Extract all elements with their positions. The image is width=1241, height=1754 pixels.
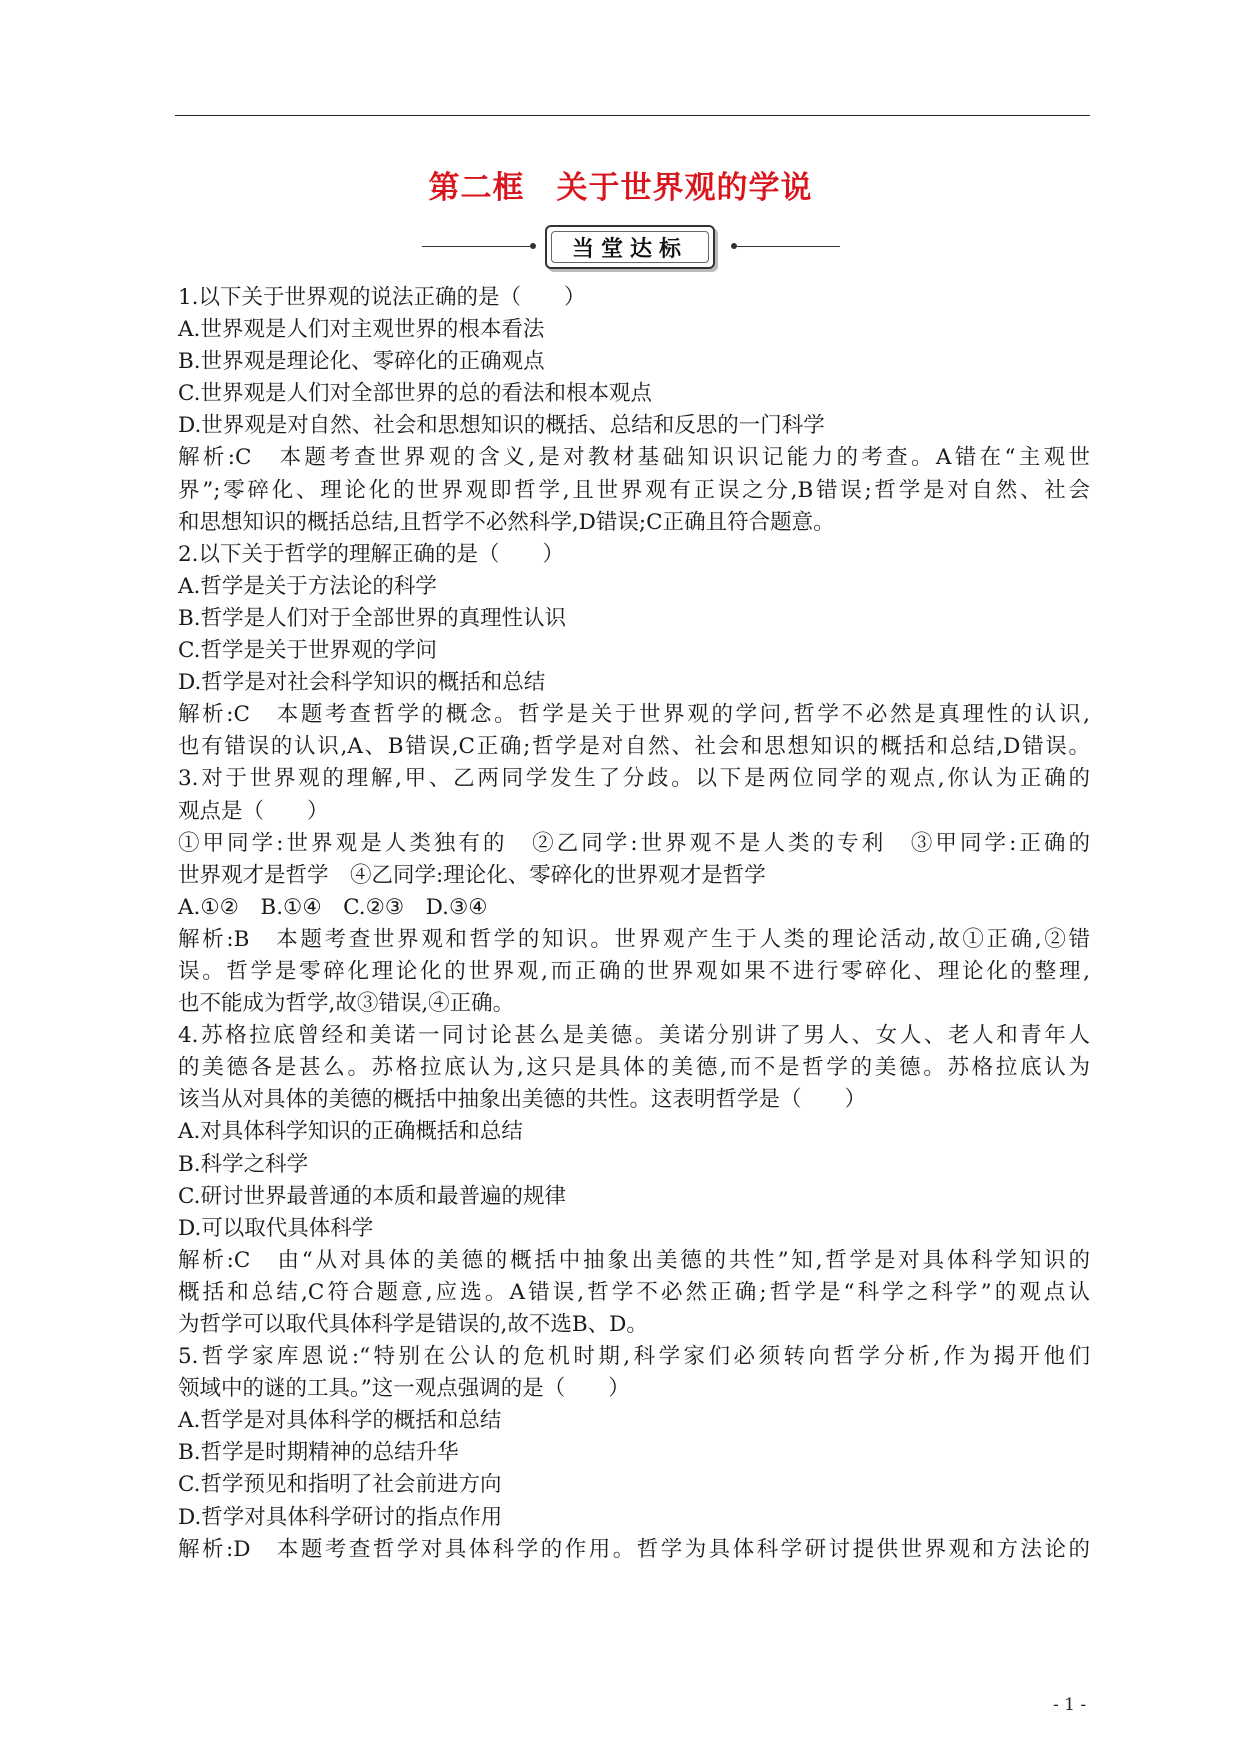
section-header-left-dot [530, 243, 536, 249]
text-line: 3.对于世界观的理解,甲、乙两同学发生了分歧。以下是两位同学的观点,你认为正确的 [178, 766, 1090, 792]
text-line: 的美德各是甚么。苏格拉底认为,这只是具体的美德,而不是哲学的美德。苏格拉底认为 [178, 1055, 1090, 1081]
text-line: 世界观才是哲学 ④乙同学:理论化、零碎化的世界观才是哲学 [178, 862, 766, 888]
text-line: C.哲学预见和指明了社会前进方向 [178, 1472, 502, 1498]
text-line: ①甲同学:世界观是人类独有的 ②乙同学:世界观不是人类的专利 ③甲同学:正确的 [178, 830, 1090, 856]
text-line: A.①② B.①④ C.②③ D.③④ [178, 894, 488, 920]
text-line: C.研讨世界最普通的本质和最普遍的规律 [178, 1183, 567, 1209]
header-rule [175, 115, 1090, 116]
text-line: D.可以取代具体科学 [178, 1215, 374, 1241]
document-body [178, 282, 1090, 1566]
text-line: 也有错误的认识,A、B错误,C正确;哲学是对自然、社会和思想知识的概括和总结,D错误。 [178, 734, 1090, 760]
text-line: 5.哲学家库恩说:“特别在公认的危机时期,科学家们必须转向哲学分析,作为揭开他们 [178, 1344, 1090, 1370]
text-line: D.世界观是对自然、社会和思想知识的概括、总结和反思的一门科学 [178, 413, 825, 439]
text-line: 观点是（ ） [178, 798, 329, 824]
text-line: D.哲学对具体科学研讨的指点作用 [178, 1504, 503, 1530]
text-line: 也不能成为哲学,故③错误,④正确。 [178, 991, 515, 1017]
text-line: 概括和总结,C符合题意,应选。A错误,哲学不必然正确;哲学是“科学之科学”的观点认 [178, 1279, 1090, 1305]
text-line: 解析:B 本题考查世界观和哲学的知识。世界观产生于人类的理论活动,故①正确,②错 [178, 926, 1090, 952]
text-line: A.对具体科学知识的正确概括和总结 [178, 1119, 523, 1145]
text-line: 4.苏格拉底曾经和美诺一同讨论甚么是美德。美诺分别讲了男人、女人、老人和青年人 [178, 1023, 1090, 1049]
text-line: B.世界观是理论化、零碎化的正确观点 [178, 349, 545, 375]
text-line: 界”;零碎化、理论化的世界观即哲学,且世界观有正误之分,B错误;哲学是对自然、社会 [178, 477, 1090, 503]
text-line: C.世界观是人们对全部世界的总的看法和根本观点 [178, 381, 653, 407]
section-header-badge [545, 225, 715, 269]
text-line: B.哲学是人们对于全部世界的真理性认识 [178, 605, 567, 631]
text-line: 解析:C 本题考查世界观的含义,是对教材基础知识识记能力的考查。A错在“主观世 [178, 445, 1090, 471]
text-line: 2.以下关于哲学的理解正确的是（ ） [178, 541, 565, 567]
text-line: 解析:C 由“从对具体的美德的概括中抽象出美德的共性”知,哲学是对具体科学知识的 [178, 1247, 1090, 1273]
text-line: D.哲学是对社会科学知识的概括和总结 [178, 670, 546, 696]
text-line: A.世界观是人们对主观世界的根本看法 [178, 317, 545, 343]
section-header-right-line [737, 246, 840, 247]
text-line: A.哲学是对具体科学的概括和总结 [178, 1408, 502, 1434]
text-line: 领域中的谜的工具。”这一观点强调的是（ ） [178, 1376, 630, 1402]
page-number: - 1 - [1053, 1695, 1087, 1715]
text-line: B.哲学是时期精神的总结升华 [178, 1440, 459, 1466]
section-header-label: 当堂达标 [551, 231, 709, 263]
text-line: B.科学之科学 [178, 1151, 309, 1177]
text-line: 和思想知识的概括总结,且哲学不必然科学,D错误;C正确且符合题意。 [178, 509, 835, 535]
text-line: 该当从对具体的美德的概括中抽象出美德的共性。这表明哲学是（ ） [178, 1087, 867, 1113]
text-line: 解析:D 本题考查哲学对具体科学的作用。哲学为具体科学研讨提供世界观和方法论的 [178, 1536, 1090, 1562]
text-line: A.哲学是关于方法论的科学 [178, 573, 437, 599]
text-line: C.哲学是关于世界观的学问 [178, 638, 438, 664]
section-header [422, 225, 840, 269]
text-line: 1.以下关于世界观的说法正确的是（ ） [178, 285, 586, 310]
page-title: 第二框 关于世界观的学说 [428, 170, 813, 206]
text-line: 误。哲学是零碎化理论化的世界观,而正确的世界观如果不进行零碎化、理论化的整理, [178, 958, 1090, 984]
text-line: 为哲学可以取代具体科学是错误的,故不选B、D。 [178, 1312, 648, 1337]
text-line: 解析:C 本题考查哲学的概念。哲学是关于世界观的学问,哲学不必然是真理性的认识, [178, 702, 1090, 728]
section-header-left-line [422, 246, 530, 247]
